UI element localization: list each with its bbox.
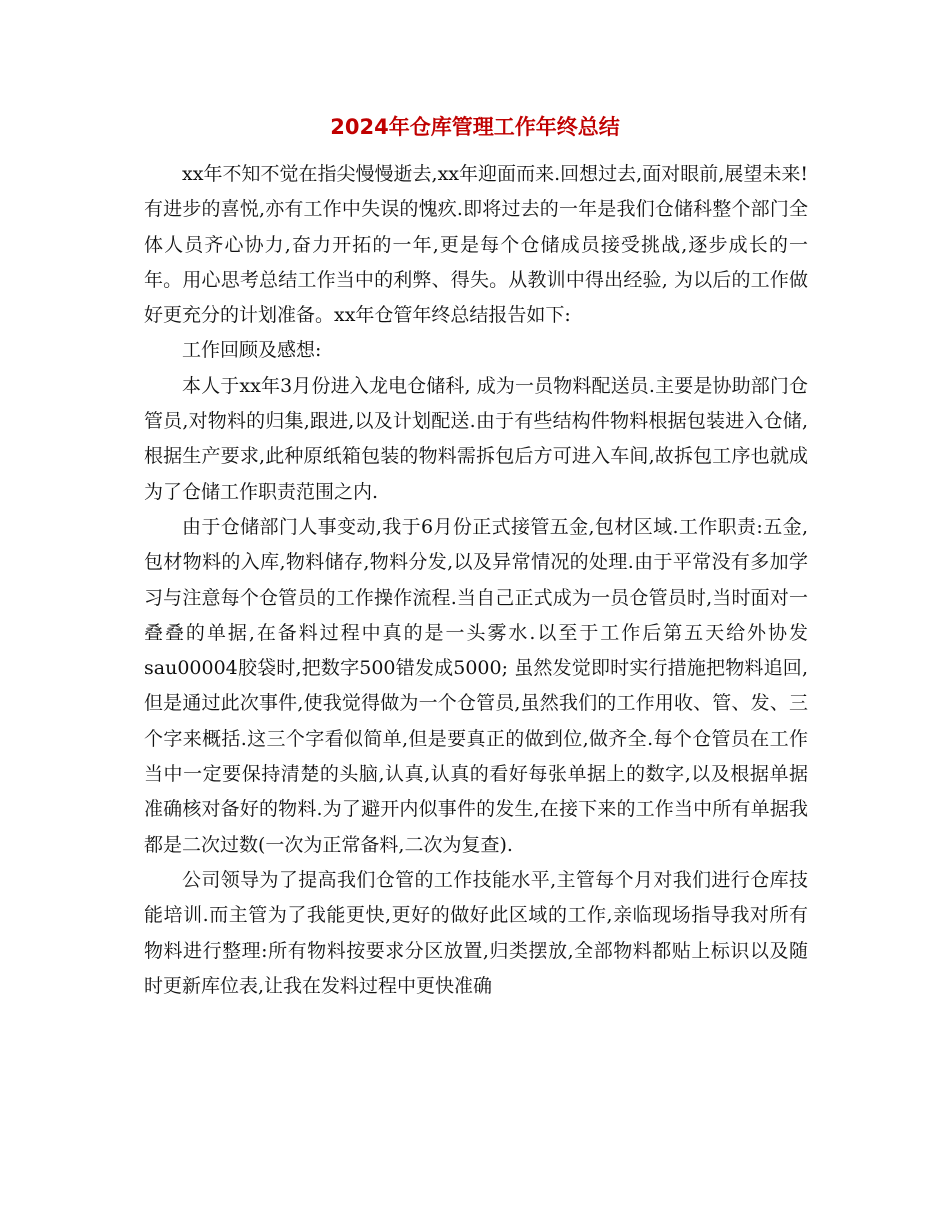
paragraph-joining: 本人于xx年3月份进入龙电仓储科, 成为一员物料配送员.主要是协助部门仓管员,对物料的归集,跟进,以及计划配送.由于有些结构件物料根据包装进入仓储,根据生产要求,此种原纸箱包装的物料需拆包后方可进入车间,故拆包工序也就成为了仓储工作职责范围之内.: [144, 374, 808, 503]
paragraph-training: 公司领导为了提高我们仓管的工作技能水平,主管每个月对我们进行仓库技能培训.而主管为了我能更快,更好的做好此区域的工作,亲临现场指导我对所有物料进行整理:所有物料按要求分区放置,归类摆放,全部物料都贴上标识以及随时更新库位表,让我在发料过程中更快准确: [144, 868, 808, 997]
paragraph-review-heading: 工作回顾及感想:: [182, 339, 322, 362]
paragraph-intro: xx年不知不觉在指尖慢慢逝去,xx年迎面而来.回想过去,面对眼前,展望未来!有进步的喜悦,亦有工作中失误的愧疚.即将过去的一年是我们仓储科整个部门全体人员齐心协力,奋力开拓的一年,更是每个仓储成员接受挑战,逐步成长的一年。用心思考总结工作当中的利弊、得失。从教训中得出经验, 为以后的工作做好更充分的计划准备。xx年仓管年终总结报告如下:: [144, 163, 808, 327]
document-body: [144, 157, 808, 1004]
paragraph-responsibilities: 由于仓储部门人事变动,我于6月份正式接管五金,包材区域.工作职责:五金,包材物料的入库,物料储存,物料分发,以及异常情况的处理.由于平常没有多加学习与注意每个仓管员的工作操作流程.当自己正式成为一员仓管员时,当时面对一叠叠的单据,在备料过程中真的是一头雾水.以至于工作后第五天给外协发sau00004胶袋时,把数字500错发成5000; 虽然发觉即时实行措施把物料追回,但是通过此次事件,使我觉得做为一个仓管员,虽然我们的工作用收、管、发、三个字来概括.这三个字看似简单,但是要真正的做到位,做齐全.每个仓管员在工作当中一定要保持清楚的头脑,认真,认真的看好每张单据上的数字,以及根据单据准确核对备好的物料.为了避开内似事件的发生,在接下来的工作当中所有单据我都是二次过数(一次为正常备料,二次为复查).: [144, 515, 808, 856]
document-title: 2024年仓库管理工作年终总结: [330, 115, 620, 139]
